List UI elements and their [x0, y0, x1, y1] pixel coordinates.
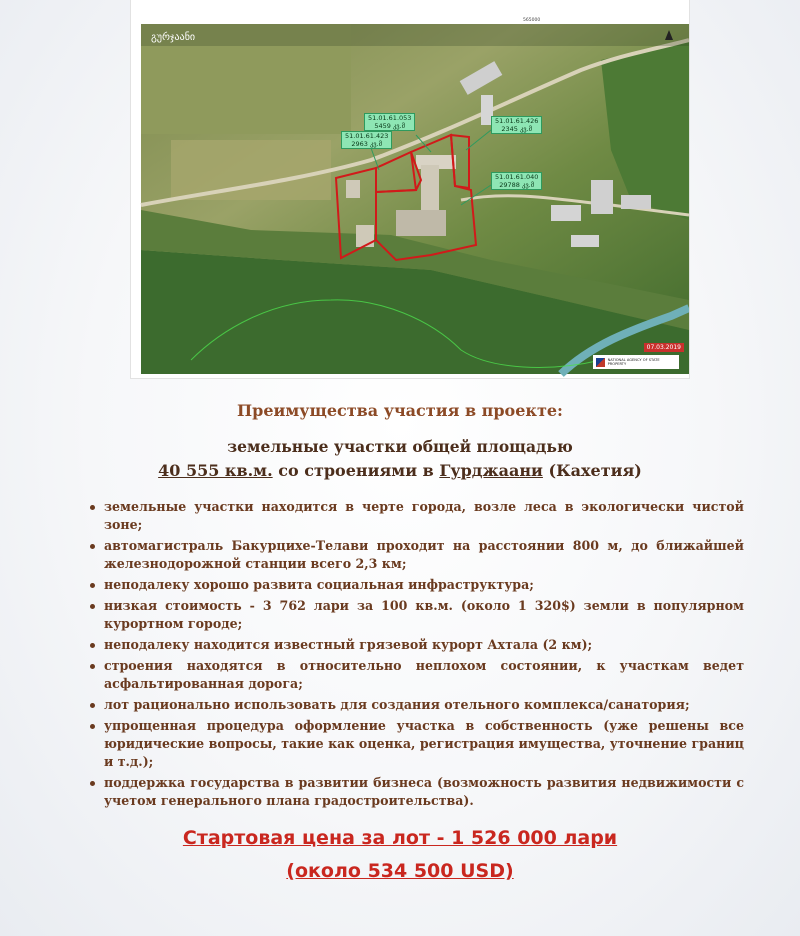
map-title: გურჯაანი: [151, 32, 196, 43]
advantages-list: [88, 498, 744, 813]
subtitle-line-1: земельные участки общей площадью: [227, 437, 573, 456]
total-area: 40 555 кв.м.: [158, 461, 273, 480]
list-item: неподалеку хорошо развита социальная инфраструктура;: [88, 576, 744, 594]
city-name: Гурджаани: [439, 461, 543, 480]
list-item: лот рационально использовать для создания отельного комплекса/санатория;: [88, 696, 744, 714]
parcel-area: 2345 კვ.მ: [501, 125, 533, 133]
list-item: поддержка государства в развитии бизнеса (возможность развития недвижимости с учетом генерального плана градостроительства).: [88, 774, 744, 810]
parcel-label-426: [491, 116, 542, 134]
map-date-badge: 07.03.2019: [644, 343, 684, 352]
parcel-code: 51.01.61.426: [495, 117, 539, 125]
subtitle-line-2: [0, 461, 800, 480]
satellite-map: [131, 0, 689, 378]
agency-logo-text: NATIONAL AGENCY OF STATE PROPERTY: [607, 358, 660, 366]
list-item: низкая стоимость - 3 762 лари за 100 кв.м. (около 1 320$) земли в популярном курортном городе;: [88, 597, 744, 633]
map-top-coordinate: 565000: [523, 18, 541, 23]
region-name: (Кахетия): [542, 461, 642, 480]
list-item: земельные участки находится в черте города, возле леса в экологически чистой зоне;: [88, 498, 744, 534]
agency-logo-icon: [596, 358, 605, 367]
parcel-label-053: [364, 113, 415, 131]
parcel-label-040: [491, 172, 542, 190]
list-item: автомагистраль Бакурцихе-Телави проходит на расстоянии 800 м, до ближайшей железнодорожной станции всего 2,3 км;: [88, 537, 744, 573]
parcel-area: 5459 კვ.მ: [374, 122, 406, 130]
parcel-area: 29788 კვ.მ: [499, 181, 535, 189]
list-item: упрощенная процедура оформление участка в собственность (уже решены все юридические вопросы, такие как оценка, регистрация имущества, уточнение границ и т.д.);: [88, 717, 744, 771]
agency-logo: [593, 355, 679, 369]
parcel-area: 2963 კვ.მ: [351, 140, 383, 148]
parcel-code: 51.01.61.040: [495, 173, 539, 181]
parcel-label-423: [341, 131, 392, 149]
aerial-photo: [131, 0, 689, 378]
starting-price: Стартовая цена за лот - 1 526 000 лари: [182, 827, 618, 849]
starting-price-usd: (около 534 500 USD): [286, 860, 514, 882]
list-item: неподалеку находится известный грязевой курорт Ахтала (2 км);: [88, 636, 744, 654]
parcel-code: 51.01.61.423: [345, 132, 389, 140]
subtitle-middle: со строениями в: [272, 461, 440, 480]
page-heading: Преимущества участия в проекте:: [237, 401, 563, 420]
parcel-code: 51.01.61.053: [368, 114, 412, 122]
list-item: строения находятся в относительно неплохом состоянии, к участкам ведет асфальтированная дорога;: [88, 657, 744, 693]
